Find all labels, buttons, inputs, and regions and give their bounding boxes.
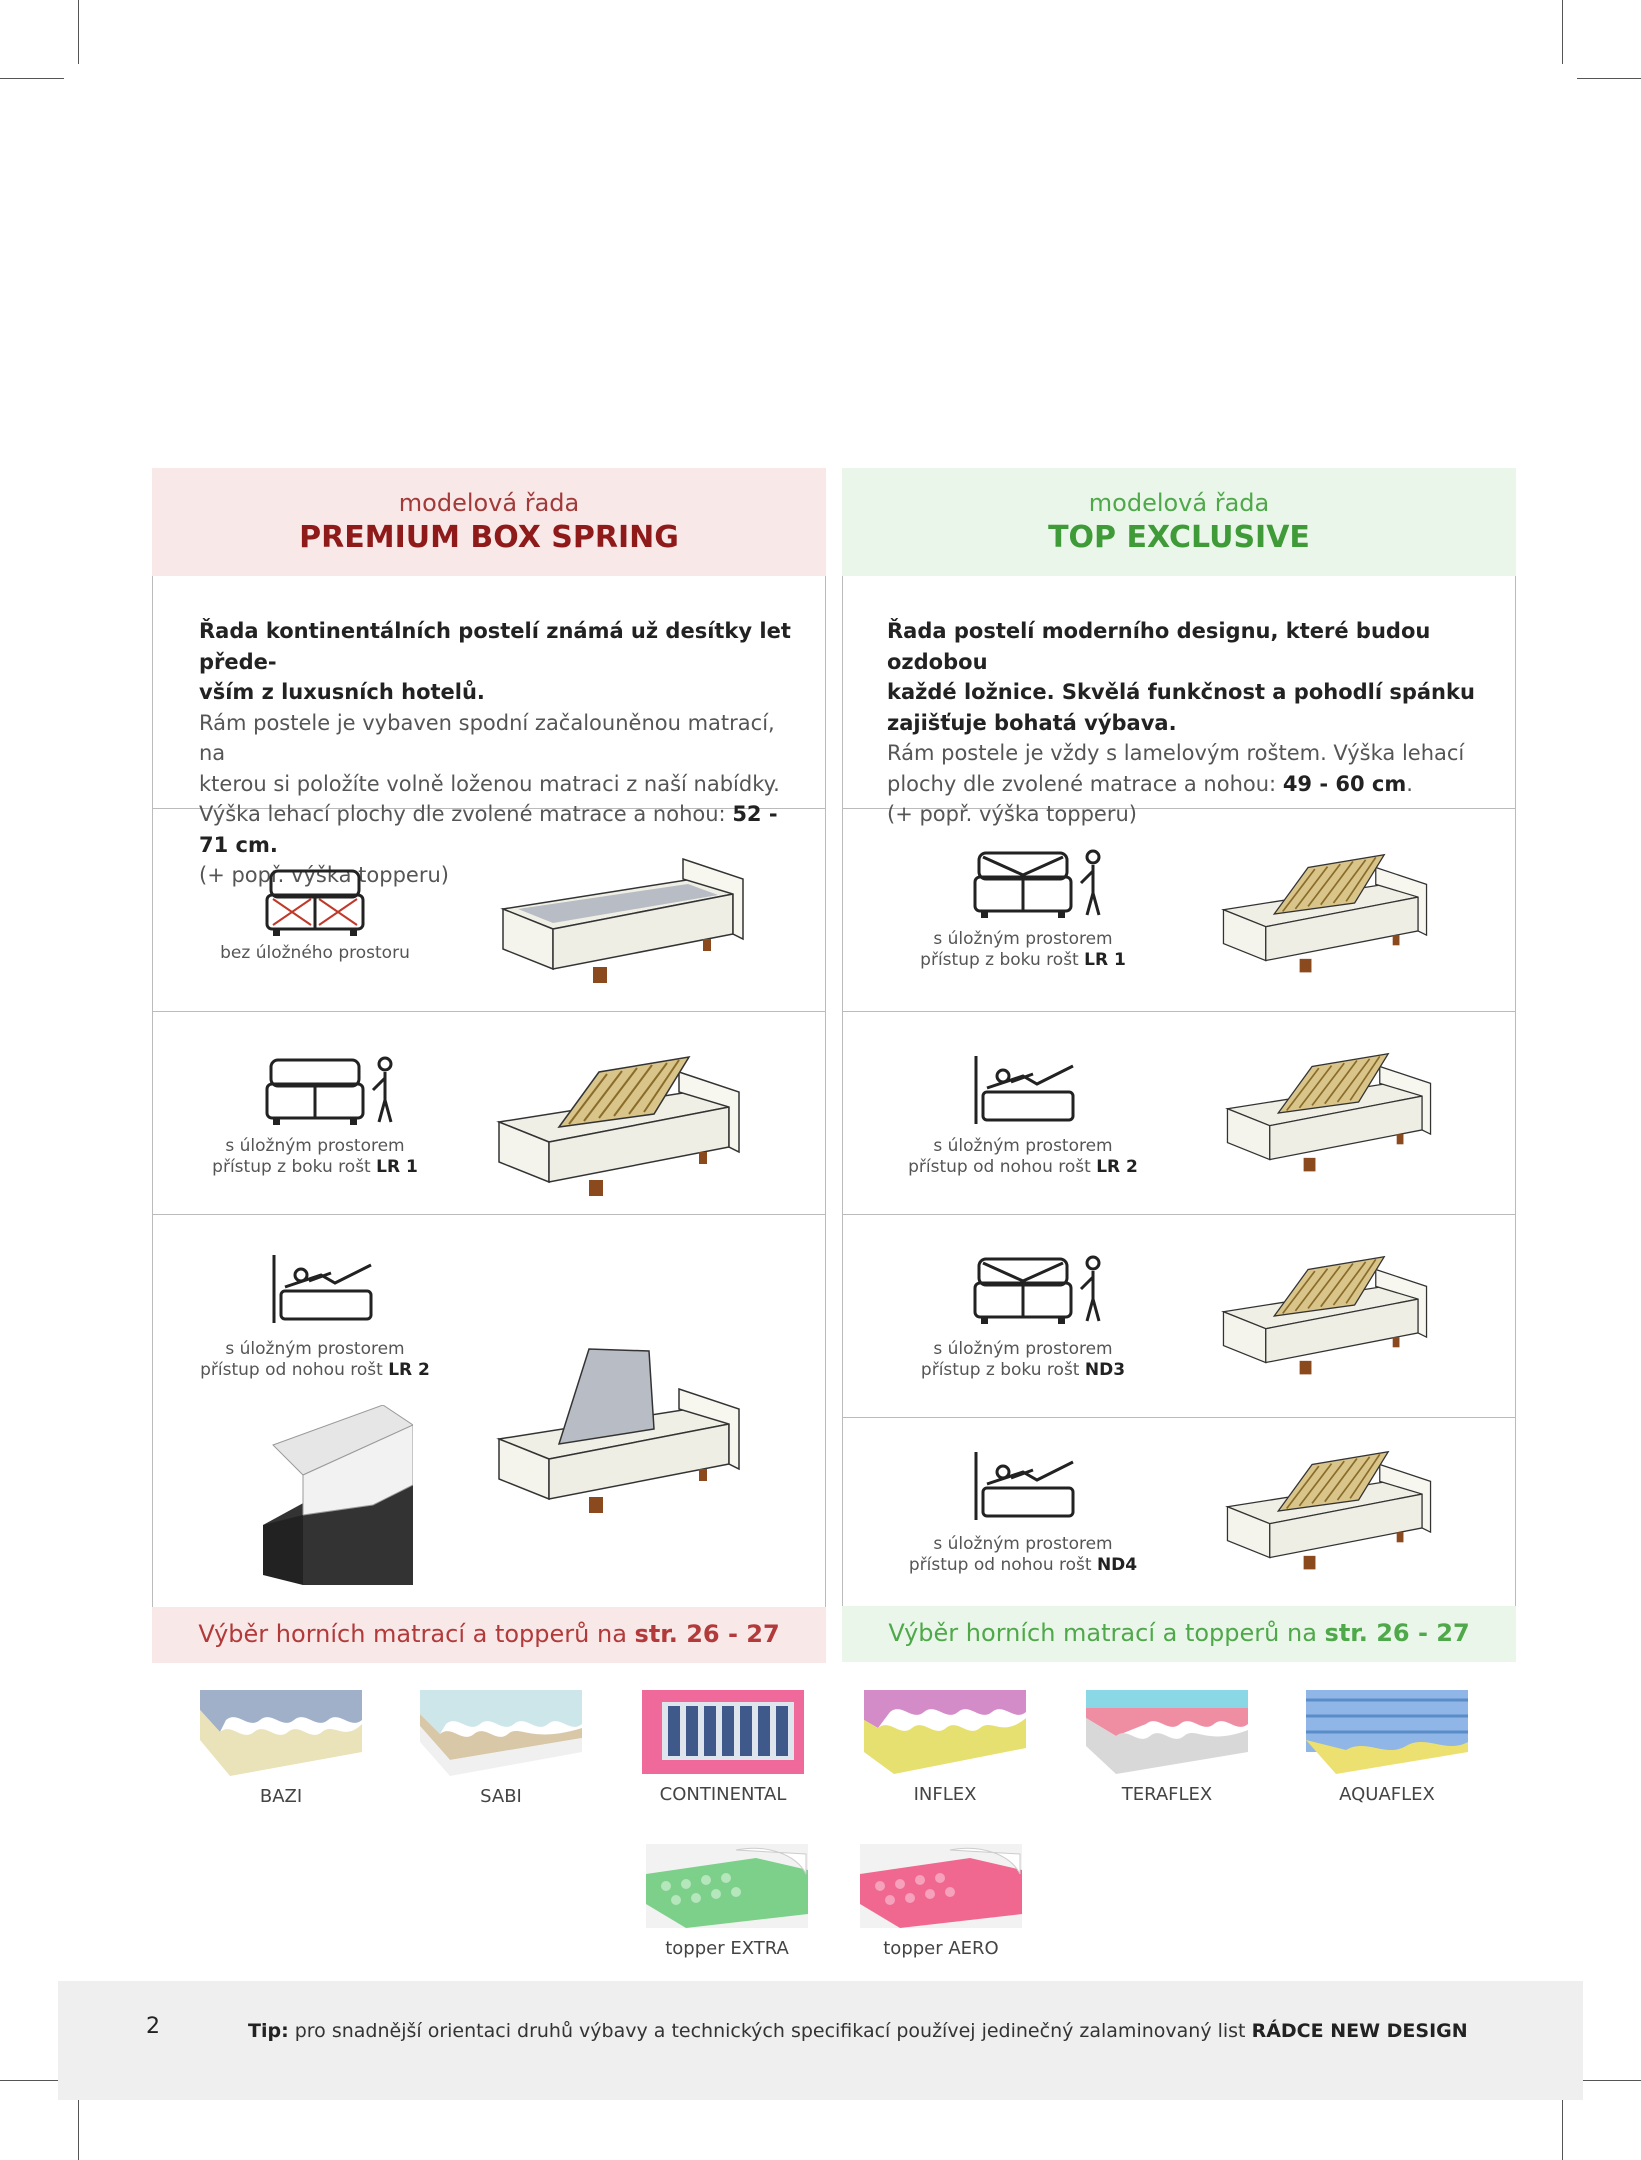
mattress-teraflex bbox=[1086, 1690, 1248, 1805]
bed-photo bbox=[489, 1052, 749, 1202]
slat-code: ND4 bbox=[1096, 1555, 1138, 1575]
intro-line-2: kterou si položíte volně loženou matraci z naší nabídky. bbox=[199, 771, 780, 796]
page-number: 2 bbox=[146, 2014, 160, 2039]
reference-pages: str. 26 - 27 bbox=[634, 1620, 780, 1648]
crop-mark bbox=[1577, 78, 1641, 79]
bed-photo bbox=[1215, 849, 1435, 979]
caption-line-1: s úložným prostorem bbox=[933, 1136, 1113, 1156]
mattress-name: SABI bbox=[480, 1786, 522, 1807]
variant-caption bbox=[883, 1339, 1163, 1381]
mattress-image bbox=[642, 1690, 804, 1774]
mattress-reference bbox=[842, 1606, 1516, 1662]
intro-period: . bbox=[1406, 771, 1413, 796]
series-title: PREMIUM BOX SPRING bbox=[299, 520, 679, 555]
bed-photo bbox=[1215, 1251, 1435, 1381]
variant-row bbox=[843, 1012, 1515, 1215]
slat-code: LR 1 bbox=[1084, 950, 1126, 970]
slat-code: LR 2 bbox=[1096, 1157, 1138, 1177]
mattress-reference bbox=[152, 1607, 826, 1663]
variant-row bbox=[153, 1215, 825, 1607]
mattress-aquaflex bbox=[1306, 1690, 1468, 1805]
caption-line-1: s úložným prostorem bbox=[933, 929, 1113, 949]
crop-mark bbox=[78, 0, 79, 64]
tip-body: pro snadnější orientaci druhů výbavy a technických specifikací používej jedinečný zalaminovaný list bbox=[288, 2020, 1252, 2042]
series-intro bbox=[843, 576, 1515, 826]
premium-box-spring-column bbox=[152, 468, 826, 1663]
topper-name: topper EXTRA bbox=[665, 1938, 789, 1959]
caption-line-1: s úložným prostorem bbox=[225, 1339, 405, 1359]
intro-line-4: (+ popř. výška topperu) bbox=[199, 863, 449, 887]
intro-bold-3: zajišťuje bohatá výbava. bbox=[887, 710, 1177, 735]
bed-no-storage-icon bbox=[265, 863, 365, 939]
topper-aero bbox=[860, 1844, 1022, 1959]
intro-line-1: Rám postele je vždy s lamelovým roštem. Výška lehací bbox=[887, 741, 1465, 765]
column-header bbox=[842, 468, 1516, 576]
caption-line-2: přístup z boku rošt bbox=[920, 950, 1085, 970]
variant-row bbox=[843, 1215, 1515, 1418]
slat-code: LR 1 bbox=[376, 1157, 418, 1177]
mattress-name: CONTINENTAL bbox=[659, 1784, 787, 1805]
series-intro bbox=[153, 576, 825, 887]
caption-line-2: přístup od nohou rošt bbox=[200, 1360, 389, 1380]
mattress-sabi bbox=[420, 1690, 582, 1807]
topper-image bbox=[860, 1844, 1022, 1928]
mattress-continental bbox=[642, 1690, 804, 1805]
mattress-name: INFLEX bbox=[913, 1784, 977, 1805]
column-header bbox=[152, 468, 826, 576]
intro-line-3: (+ popř. výška topperu) bbox=[887, 802, 1137, 826]
intro-bold-2: vším z luxusních hotelů. bbox=[199, 680, 485, 704]
crop-mark bbox=[1562, 2096, 1563, 2160]
variant-row bbox=[843, 1418, 1515, 1606]
variant-caption bbox=[883, 1136, 1163, 1178]
crop-mark bbox=[78, 2096, 79, 2160]
tip-label: Tip: bbox=[248, 2020, 289, 2042]
variant-caption bbox=[883, 1534, 1163, 1576]
slat-code: LR 2 bbox=[388, 1360, 430, 1380]
topper-name: topper AERO bbox=[883, 1938, 999, 1959]
mattress-image bbox=[420, 1690, 582, 1776]
top-exclusive-column bbox=[842, 468, 1516, 1662]
bed-side-access-icon bbox=[973, 845, 1113, 921]
caption-line-1: s úložným prostorem bbox=[933, 1339, 1113, 1359]
mattress-inflex bbox=[864, 1690, 1026, 1805]
mattress-image bbox=[200, 1690, 362, 1776]
intro-bold-2: každé ložnice. Skvělá funkčnost a pohodlí spánku bbox=[887, 680, 1475, 704]
mattress-name: BAZI bbox=[259, 1786, 303, 1807]
height-range: 49 - 60 cm bbox=[1282, 771, 1407, 796]
height-range: 52 - 71 cm. bbox=[199, 802, 778, 857]
mattress-name: AQUAFLEX bbox=[1339, 1784, 1435, 1805]
intro-bold-1: Řada kontinentálních postelí známá už desítky let přede- bbox=[199, 619, 791, 674]
slat-code: ND3 bbox=[1084, 1360, 1126, 1380]
bed-foot-access-icon bbox=[973, 1448, 1083, 1524]
variant-caption bbox=[175, 1339, 455, 1381]
crop-mark bbox=[0, 78, 64, 79]
caption-line-1: bez úložného prostoru bbox=[220, 943, 410, 963]
intro-bold-1: Řada postelí moderního designu, které budou ozdobou bbox=[887, 619, 1431, 674]
variant-caption bbox=[883, 929, 1163, 971]
variant-row bbox=[153, 809, 825, 1012]
topper-extra bbox=[646, 1844, 808, 1959]
series-subtitle: modelová řada bbox=[398, 489, 580, 517]
variant-row bbox=[153, 1012, 825, 1215]
crop-mark bbox=[0, 2080, 64, 2081]
topper-image bbox=[646, 1844, 808, 1928]
variant-row bbox=[843, 809, 1515, 1012]
bed-photo bbox=[493, 849, 753, 989]
mattress-name: TERAFLEX bbox=[1121, 1784, 1213, 1805]
crop-mark bbox=[1577, 2080, 1641, 2081]
mattress-image bbox=[864, 1690, 1026, 1774]
caption-line-2: přístup z boku rošt bbox=[212, 1157, 377, 1177]
intro-line-2: plochy dle zvolené matrace a nohou: bbox=[887, 771, 1283, 796]
series-subtitle: modelová řada bbox=[1088, 489, 1270, 517]
bed-side-access-icon bbox=[265, 1052, 405, 1128]
column-body bbox=[152, 576, 826, 1607]
boxspring-photo bbox=[263, 1405, 413, 1585]
reference-pages: str. 26 - 27 bbox=[1324, 1619, 1470, 1647]
intro-line-1: Rám postele je vybaven spodní začalouněnou matrací, na bbox=[199, 710, 775, 765]
column-body bbox=[842, 576, 1516, 1606]
bed-photo bbox=[1219, 1048, 1439, 1178]
variant-caption bbox=[175, 1136, 455, 1178]
caption-line-1: s úložným prostorem bbox=[933, 1534, 1113, 1554]
caption-line-2: přístup od nohou rošt bbox=[908, 1157, 1097, 1177]
caption-line-1: s úložným prostorem bbox=[225, 1136, 405, 1156]
reference-text: Výběr horních matrací a topperů na bbox=[888, 1619, 1325, 1647]
caption-line-2: přístup od nohou rošt bbox=[908, 1555, 1097, 1575]
bed-foot-access-icon bbox=[271, 1251, 381, 1327]
variant-caption bbox=[175, 943, 455, 964]
mattress-bazi bbox=[200, 1690, 362, 1807]
tip-text bbox=[248, 2020, 1468, 2042]
bed-photo bbox=[1219, 1446, 1439, 1576]
bed-photo bbox=[489, 1339, 749, 1519]
caption-line-2: přístup z boku rošt bbox=[920, 1360, 1085, 1380]
bed-side-access-icon bbox=[973, 1251, 1113, 1327]
series-title: TOP EXCLUSIVE bbox=[1048, 520, 1310, 555]
crop-mark bbox=[1562, 0, 1563, 64]
bed-foot-access-icon bbox=[973, 1052, 1083, 1128]
intro-line-3: Výška lehací plochy dle zvolené matrace a nohou: bbox=[199, 802, 733, 826]
mattress-image bbox=[1086, 1690, 1248, 1774]
mattress-image bbox=[1306, 1690, 1468, 1774]
reference-text: Výběr horních matrací a topperů na bbox=[198, 1620, 635, 1648]
tip-brand: RÁDCE NEW DESIGN bbox=[1251, 2020, 1468, 2042]
